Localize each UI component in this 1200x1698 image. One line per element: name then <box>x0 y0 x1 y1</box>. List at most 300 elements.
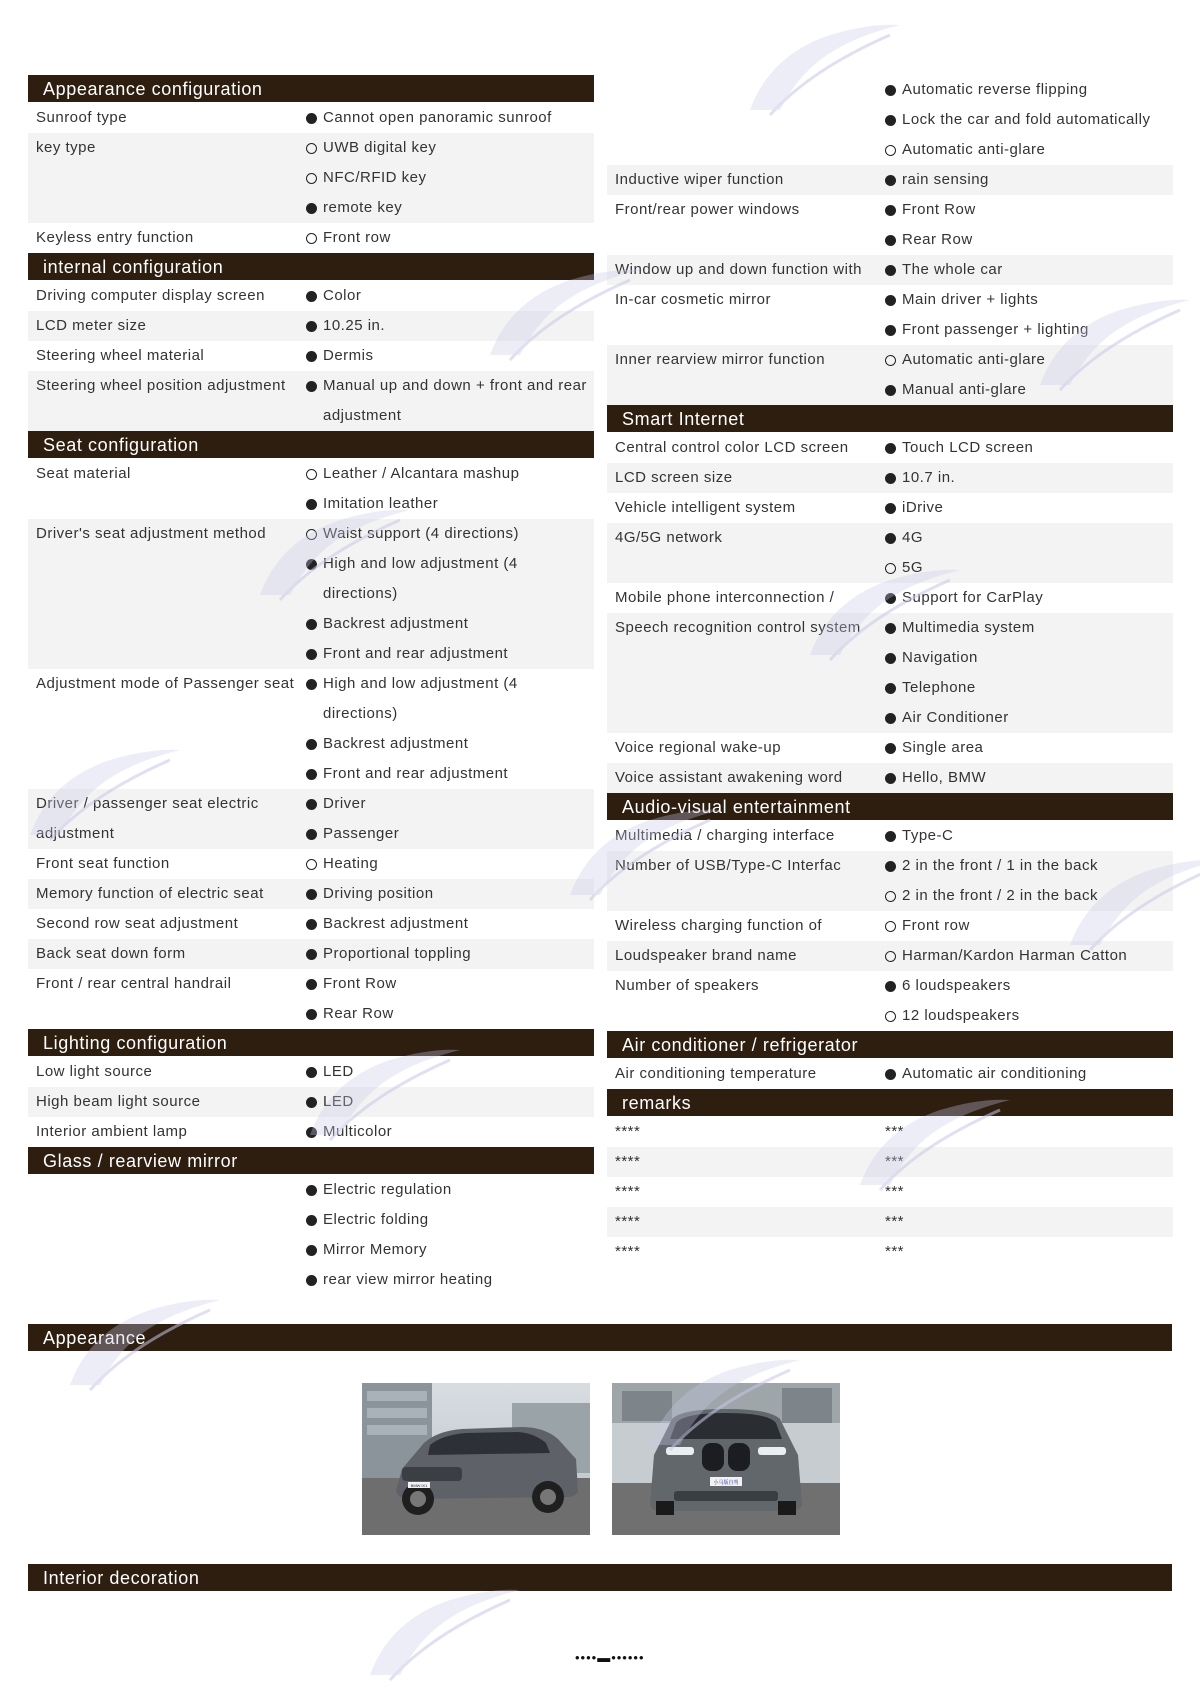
standard-dot-icon <box>306 1009 317 1020</box>
spec-values <box>877 285 1173 345</box>
standard-dot-icon <box>885 1069 896 1080</box>
spec-value <box>877 733 1173 763</box>
spec-values <box>877 851 1173 911</box>
spec-values <box>298 311 594 341</box>
spec-row <box>607 821 1173 851</box>
standard-dot-icon <box>306 1067 317 1078</box>
spec-value <box>877 375 1173 405</box>
spec-row <box>28 789 594 849</box>
spec-value-text: Front row <box>323 229 391 246</box>
standard-dot-icon <box>306 351 317 362</box>
spec-row <box>607 75 1173 165</box>
spec-label: Front / rear central handrail <box>36 975 232 992</box>
spec-value <box>877 703 1173 733</box>
optional-circle-icon <box>306 859 317 870</box>
spec-values <box>298 1057 594 1087</box>
spec-row <box>607 911 1173 941</box>
spec-value-text: Multicolor <box>323 1123 393 1140</box>
spec-value-text: *** <box>885 1153 905 1170</box>
spec-values <box>298 133 594 223</box>
spec-value <box>877 195 1173 225</box>
standard-dot-icon <box>306 1245 317 1256</box>
spec-label: **** <box>615 1123 641 1140</box>
spec-value <box>877 225 1173 255</box>
standard-dot-icon <box>306 113 317 124</box>
standard-dot-icon <box>885 831 896 842</box>
spec-value <box>877 553 1173 583</box>
optional-circle-icon <box>306 469 317 480</box>
standard-dot-icon <box>885 773 896 784</box>
spec-value <box>298 163 594 193</box>
spec-label: LCD meter size <box>36 317 147 334</box>
spec-row <box>607 345 1173 405</box>
spec-row <box>28 311 594 341</box>
spec-label: Inductive wiper function <box>615 171 784 188</box>
spec-value-text: *** <box>885 1123 905 1140</box>
spec-value-text: Lock the car and fold automatically <box>902 111 1151 128</box>
spec-row <box>607 763 1173 793</box>
spec-row <box>28 519 594 669</box>
spec-values <box>877 523 1173 583</box>
standard-dot-icon <box>885 743 896 754</box>
spec-value <box>877 345 1173 375</box>
spec-value-text: Imitation leather <box>323 495 439 512</box>
spec-values <box>298 1175 594 1295</box>
spec-row <box>28 133 594 223</box>
spec-value <box>298 281 594 311</box>
optional-circle-icon <box>885 145 896 156</box>
spec-row <box>607 493 1173 523</box>
standard-dot-icon <box>885 533 896 544</box>
standard-dot-icon <box>885 205 896 216</box>
optional-circle-icon <box>306 529 317 540</box>
spec-value <box>298 909 594 939</box>
spec-label: In-car cosmetic mirror <box>615 291 772 308</box>
spec-values <box>298 459 594 519</box>
spec-value-text: Automatic air conditioning <box>902 1065 1087 1082</box>
spec-value-text: Backrest adjustment <box>323 735 469 752</box>
spec-value <box>298 103 594 133</box>
spec-label: **** <box>615 1243 641 1260</box>
spec-label: Driver / passenger seat electric adjustment <box>36 795 259 842</box>
optional-circle-icon <box>885 563 896 574</box>
spec-values <box>877 75 1173 165</box>
spec-values <box>877 1237 1173 1267</box>
spec-value <box>877 1237 1173 1267</box>
spec-row <box>28 1087 594 1117</box>
spec-value <box>298 311 594 341</box>
spec-label: Interior ambient lamp <box>36 1123 188 1140</box>
spec-values <box>877 195 1173 255</box>
spec-value <box>877 941 1173 971</box>
spec-label: Vehicle intelligent system <box>615 499 796 516</box>
spec-value <box>877 643 1173 673</box>
spec-row <box>28 879 594 909</box>
standard-dot-icon <box>885 85 896 96</box>
spec-value-text: Front and rear adjustment <box>323 765 509 782</box>
standard-dot-icon <box>306 499 317 510</box>
spec-value-text: Driver <box>323 795 366 812</box>
standard-dot-icon <box>306 381 317 392</box>
spec-label: High beam light source <box>36 1093 201 1110</box>
spec-label: 4G/5G network <box>615 529 723 546</box>
spec-values <box>877 1207 1173 1237</box>
spec-value-text: iDrive <box>902 499 944 516</box>
spec-value-text: Cannot open panoramic sunroof <box>323 109 552 126</box>
spec-values <box>877 463 1173 493</box>
pagination-dots[interactable]: ••••▬•••••• <box>575 1650 645 1665</box>
spec-values <box>298 849 594 879</box>
spec-row <box>607 583 1173 613</box>
spec-value <box>298 609 594 639</box>
spec-value <box>877 881 1173 911</box>
standard-dot-icon <box>306 799 317 810</box>
spec-row <box>607 1147 1173 1177</box>
spec-value <box>877 851 1173 881</box>
spec-value-text: Telephone <box>902 679 976 696</box>
spec-values <box>298 1117 594 1147</box>
section-header: remarks <box>607 1089 1173 1116</box>
spec-values <box>877 613 1173 733</box>
spec-row <box>28 909 594 939</box>
spec-row <box>607 1177 1173 1207</box>
spec-value <box>298 729 594 759</box>
spec-value <box>298 223 594 253</box>
spec-value <box>877 433 1173 463</box>
spec-label: Loudspeaker brand name <box>615 947 797 964</box>
spec-value <box>298 1175 594 1205</box>
spec-value <box>877 135 1173 165</box>
spec-value-text: Automatic anti-glare <box>902 141 1046 158</box>
spec-value <box>877 165 1173 195</box>
standard-dot-icon <box>306 1275 317 1286</box>
spec-label: Low light source <box>36 1063 153 1080</box>
spec-row <box>28 1057 594 1087</box>
spec-value <box>877 613 1173 643</box>
spec-value <box>298 849 594 879</box>
spec-values <box>298 519 594 669</box>
car-photo-side-image <box>362 1383 590 1535</box>
spec-value <box>877 493 1173 523</box>
standard-dot-icon <box>306 649 317 660</box>
spec-value <box>877 1001 1173 1031</box>
spec-row <box>28 341 594 371</box>
spec-values <box>298 1087 594 1117</box>
spec-row <box>28 459 594 519</box>
standard-dot-icon <box>306 979 317 990</box>
spec-label: key type <box>36 139 96 156</box>
spec-value <box>298 1205 594 1235</box>
spec-value <box>877 1207 1173 1237</box>
spec-value-text: Harman/Kardon Harman Catton <box>902 947 1128 964</box>
spec-value-text: Manual anti-glare <box>902 381 1027 398</box>
spec-label: Second row seat adjustment <box>36 915 239 932</box>
spec-label: Driving computer display screen <box>36 287 265 304</box>
spec-column-left <box>28 75 594 1295</box>
section-header: Air conditioner / refrigerator <box>607 1031 1173 1058</box>
spec-value <box>298 639 594 669</box>
spec-value <box>298 789 594 819</box>
spec-value-text: Backrest adjustment <box>323 615 469 632</box>
spec-value <box>877 1147 1173 1177</box>
spec-values <box>877 165 1173 195</box>
spec-label: Central control color LCD screen <box>615 439 849 456</box>
standard-dot-icon <box>885 175 896 186</box>
standard-dot-icon <box>885 503 896 514</box>
spec-value-text: *** <box>885 1243 905 1260</box>
spec-value-text: Driving position <box>323 885 434 902</box>
spec-values <box>298 223 594 253</box>
spec-value-text: Automatic anti-glare <box>902 351 1046 368</box>
spec-label: Back seat down form <box>36 945 186 962</box>
spec-value-text: 5G <box>902 559 924 576</box>
spec-value-text: LED <box>323 1093 354 1110</box>
standard-dot-icon <box>885 443 896 454</box>
spec-value-text: *** <box>885 1183 905 1200</box>
spec-value <box>877 285 1173 315</box>
spec-value <box>298 1265 594 1295</box>
spec-label: Wireless charging function of <box>615 917 823 934</box>
spec-label: Steering wheel position adjustment <box>36 377 286 394</box>
standard-dot-icon <box>885 683 896 694</box>
spec-value-text: Electric folding <box>323 1211 429 1228</box>
interior-title: Interior decoration <box>43 1568 200 1588</box>
spec-row <box>28 281 594 311</box>
car-plate-side: BMW iX1 <box>410 1483 428 1488</box>
optional-circle-icon <box>306 233 317 244</box>
optional-circle-icon <box>885 921 896 932</box>
spec-value-text: The whole car <box>902 261 1003 278</box>
optional-circle-icon <box>306 173 317 184</box>
spec-label: Memory function of electric seat <box>36 885 264 902</box>
spec-values <box>877 493 1173 523</box>
spec-value-text: Dermis <box>323 347 374 364</box>
spec-column-right <box>607 75 1173 1267</box>
spec-values <box>877 433 1173 463</box>
interior-section-header <box>28 1564 1172 1591</box>
spec-value-text: Heating <box>323 855 379 872</box>
spec-value <box>298 879 594 909</box>
spec-value-text: 4G <box>902 529 924 546</box>
spec-label: Number of USB/Type-C Interfac <box>615 857 842 874</box>
spec-values <box>298 281 594 311</box>
standard-dot-icon <box>885 861 896 872</box>
spec-value-text: Waist support (4 directions) <box>323 525 520 542</box>
spec-value-text: Single area <box>902 739 984 756</box>
watermark-logo <box>360 1580 530 1690</box>
spec-values <box>877 763 1173 793</box>
spec-value <box>877 911 1173 941</box>
section-header: Audio-visual entertainment <box>607 793 1173 820</box>
spec-value <box>877 763 1173 793</box>
standard-dot-icon <box>885 385 896 396</box>
spec-values <box>298 969 594 1029</box>
spec-value <box>298 459 594 489</box>
spec-values <box>298 789 594 849</box>
spec-values <box>877 1059 1173 1089</box>
spec-value <box>877 463 1173 493</box>
spec-value <box>877 255 1173 285</box>
spec-value-text: remote key <box>323 199 403 216</box>
spec-label <box>607 75 877 165</box>
spec-value-text: Electric regulation <box>323 1181 452 1198</box>
standard-dot-icon <box>306 679 317 690</box>
spec-value-text: Rear Row <box>902 231 973 248</box>
spec-values <box>298 909 594 939</box>
standard-dot-icon <box>885 713 896 724</box>
spec-value-text: rain sensing <box>902 171 989 188</box>
spec-value <box>877 971 1173 1001</box>
spec-label: Number of speakers <box>615 977 760 994</box>
appearance-section-header <box>28 1324 1172 1351</box>
standard-dot-icon <box>306 1215 317 1226</box>
spec-values <box>298 879 594 909</box>
spec-value <box>298 999 594 1029</box>
spec-row <box>28 1175 594 1295</box>
section-header: internal configuration <box>28 253 594 280</box>
spec-value-text: Touch LCD screen <box>902 439 1034 456</box>
optional-circle-icon <box>885 951 896 962</box>
spec-value-text: Proportional toppling <box>323 945 472 962</box>
car-plate-front: 小马版自驾 <box>713 1480 739 1486</box>
standard-dot-icon <box>306 919 317 930</box>
spec-value <box>298 1057 594 1087</box>
spec-value <box>877 75 1173 105</box>
standard-dot-icon <box>306 1127 317 1138</box>
spec-row <box>607 433 1173 463</box>
car-photo-front-image <box>612 1383 840 1535</box>
spec-value <box>877 1177 1173 1207</box>
optional-circle-icon <box>885 355 896 366</box>
spec-value <box>298 193 594 223</box>
spec-value <box>298 969 594 999</box>
spec-row <box>607 733 1173 763</box>
appearance-title: Appearance <box>43 1328 147 1348</box>
spec-value-text: High and low adjustment (4 directions) <box>323 675 518 722</box>
standard-dot-icon <box>306 949 317 960</box>
spec-value <box>877 315 1173 345</box>
spec-value-text: Front and rear adjustment <box>323 645 509 662</box>
optional-circle-icon <box>885 1011 896 1022</box>
spec-label: Voice assistant awakening word <box>615 769 843 786</box>
spec-row <box>28 371 594 431</box>
spec-row <box>607 255 1173 285</box>
standard-dot-icon <box>885 981 896 992</box>
spec-value-text: 10.25 in. <box>323 317 386 334</box>
spec-value <box>298 341 594 371</box>
standard-dot-icon <box>306 1097 317 1108</box>
spec-values <box>877 1117 1173 1147</box>
spec-value <box>877 523 1173 553</box>
spec-row <box>607 971 1173 1031</box>
spec-label: Driver's seat adjustment method <box>36 525 267 542</box>
spec-values <box>298 939 594 969</box>
spec-value-text: Front row <box>902 917 970 934</box>
spec-row <box>28 849 594 879</box>
spec-value-text: LED <box>323 1063 354 1080</box>
standard-dot-icon <box>306 889 317 900</box>
spec-value-text: Passenger <box>323 825 400 842</box>
spec-values <box>298 371 594 431</box>
standard-dot-icon <box>885 623 896 634</box>
standard-dot-icon <box>306 829 317 840</box>
spec-label: Window up and down function with <box>615 261 862 278</box>
spec-values <box>877 255 1173 285</box>
spec-row <box>28 939 594 969</box>
spec-value <box>877 1059 1173 1089</box>
spec-label: **** <box>615 1213 641 1230</box>
spec-value-text: Color <box>323 287 362 304</box>
spec-label: Voice regional wake-up <box>615 739 782 756</box>
spec-row <box>607 613 1173 733</box>
spec-value <box>298 1235 594 1265</box>
car-photo-side <box>362 1383 590 1535</box>
spec-value-text: rear view mirror heating <box>323 1271 493 1288</box>
spec-value <box>298 1117 594 1147</box>
spec-row <box>28 969 594 1029</box>
spec-value-text: Support for CarPlay <box>902 589 1044 606</box>
spec-value-text: *** <box>885 1213 905 1230</box>
spec-value <box>298 371 594 431</box>
spec-row <box>607 851 1173 911</box>
spec-value <box>298 1087 594 1117</box>
standard-dot-icon <box>885 295 896 306</box>
standard-dot-icon <box>306 203 317 214</box>
spec-value-text: Hello, BMW <box>902 769 987 786</box>
standard-dot-icon <box>306 739 317 750</box>
standard-dot-icon <box>885 235 896 246</box>
spec-row <box>607 1207 1173 1237</box>
section-header: Appearance configuration <box>28 75 594 102</box>
spec-value-text: Manual up and down + front and rear adjustment <box>323 377 587 424</box>
spec-row <box>607 941 1173 971</box>
spec-values <box>877 733 1173 763</box>
spec-value-text: Front passenger + lighting <box>902 321 1089 338</box>
spec-value-text: 10.7 in. <box>902 469 956 486</box>
spec-value <box>298 669 594 729</box>
spec-value <box>877 673 1173 703</box>
spec-value-text: Leather / Alcantara mashup <box>323 465 520 482</box>
spec-value-text: 2 in the front / 2 in the back <box>902 887 1098 904</box>
standard-dot-icon <box>306 321 317 332</box>
standard-dot-icon <box>306 619 317 630</box>
spec-values <box>877 941 1173 971</box>
spec-values <box>877 971 1173 1031</box>
spec-row <box>607 165 1173 195</box>
spec-row <box>607 1237 1173 1267</box>
optional-circle-icon <box>306 143 317 154</box>
spec-label: Mobile phone interconnection / <box>615 589 835 606</box>
spec-values <box>877 345 1173 405</box>
spec-label: Front seat function <box>36 855 170 872</box>
spec-value-text: Air Conditioner <box>902 709 1009 726</box>
spec-value-text: 12 loudspeakers <box>902 1007 1020 1024</box>
spec-value-text: Backrest adjustment <box>323 915 469 932</box>
spec-value <box>877 1117 1173 1147</box>
spec-value-text: Front Row <box>323 975 397 992</box>
spec-label <box>28 1175 298 1295</box>
spec-value <box>877 821 1173 851</box>
spec-value-text: UWB digital key <box>323 139 437 156</box>
section-header: Glass / rearview mirror <box>28 1147 594 1174</box>
standard-dot-icon <box>885 115 896 126</box>
standard-dot-icon <box>885 653 896 664</box>
spec-value-text: Front Row <box>902 201 976 218</box>
section-header: Lighting configuration <box>28 1029 594 1056</box>
spec-value-text: Main driver + lights <box>902 291 1039 308</box>
spec-row <box>607 1059 1173 1089</box>
spec-value-text: NFC/RFID key <box>323 169 427 186</box>
